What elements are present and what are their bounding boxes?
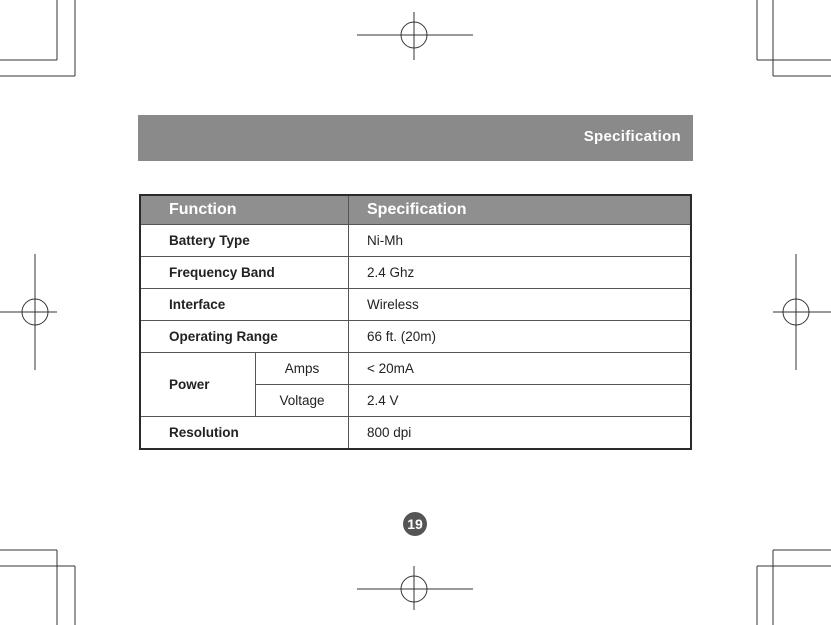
specification-table	[139, 194, 692, 450]
row-value: 66 ft. (20m)	[349, 321, 692, 353]
column-header-specification: Specification	[349, 195, 692, 225]
table-row	[140, 225, 691, 257]
row-function: Battery Type	[140, 225, 349, 257]
voltage-value: 2.4 V	[349, 385, 692, 417]
table-header-row	[140, 195, 691, 225]
row-function: Interface	[140, 289, 349, 321]
column-header-function: Function	[140, 195, 349, 225]
row-function: Resolution	[140, 417, 349, 450]
table-row	[140, 257, 691, 289]
row-value: 800 dpi	[349, 417, 692, 450]
table-row	[140, 289, 691, 321]
row-function: Operating Range	[140, 321, 349, 353]
section-title: Specification	[583, 128, 681, 145]
amps-value: < 20mA	[349, 353, 692, 385]
row-value: Wireless	[349, 289, 692, 321]
row-value: 2.4 Ghz	[349, 257, 692, 289]
row-value: Ni-Mh	[349, 225, 692, 257]
table-row-power-amps	[140, 353, 691, 385]
table-row	[140, 417, 691, 450]
section-header-bar	[138, 115, 693, 161]
page-number-badge: 19	[403, 512, 427, 536]
table-row	[140, 321, 691, 353]
amps-label: Amps	[256, 353, 349, 385]
row-function: Frequency Band	[140, 257, 349, 289]
power-label: Power	[140, 353, 256, 417]
voltage-label: Voltage	[256, 385, 349, 417]
